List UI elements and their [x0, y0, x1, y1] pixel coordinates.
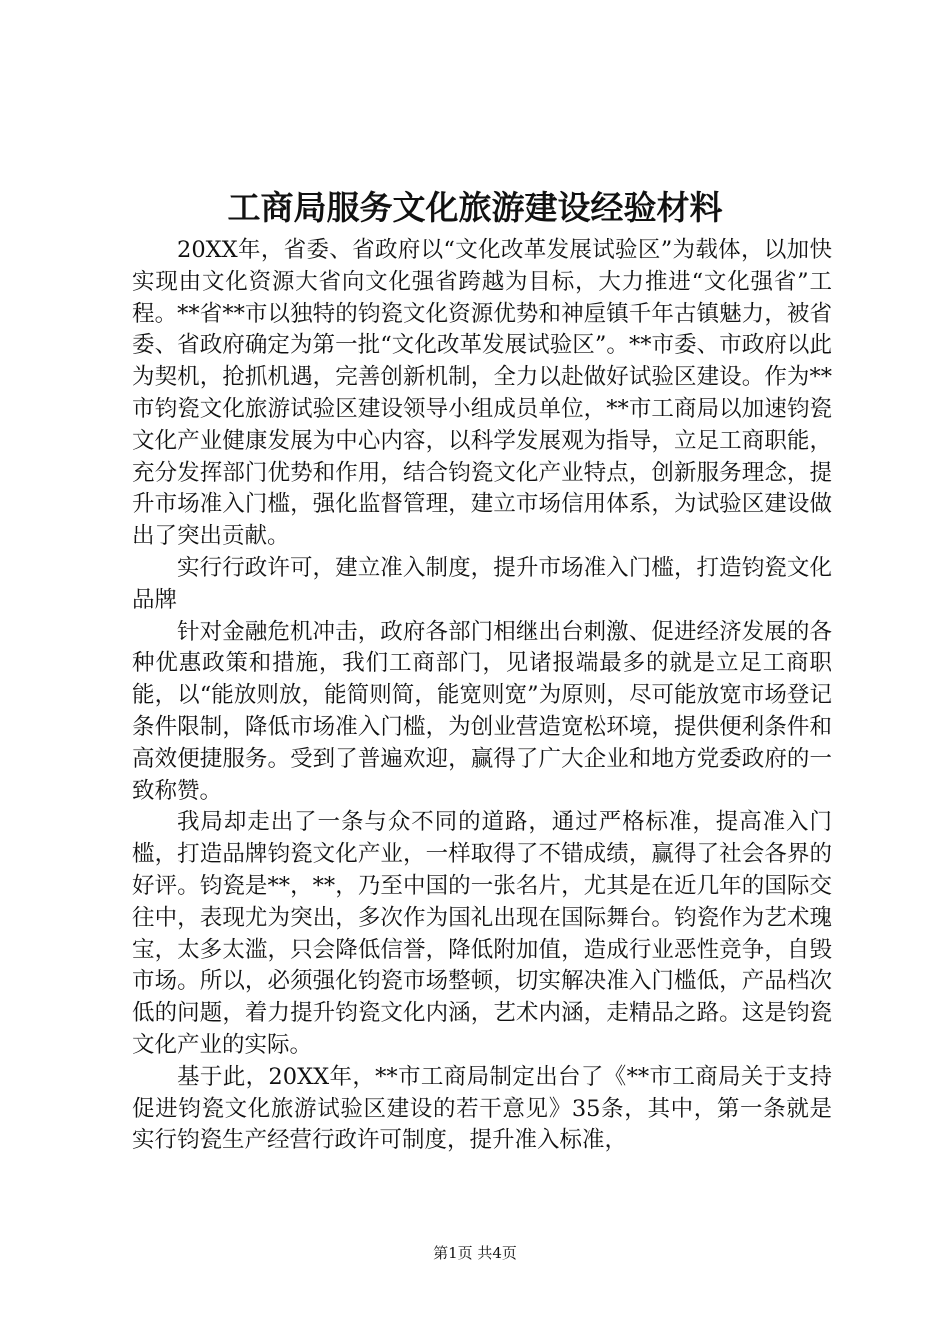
- page-number-footer: 第1页 共4页: [433, 1244, 517, 1262]
- paragraph-heading-licensing: 实行行政许可，建立准入制度，提升市场准入门槛，打造钧瓷文化品牌: [132, 554, 832, 613]
- document-body: [132, 235, 832, 1157]
- document-title: 工商局服务文化旅游建设经验材料: [227, 188, 723, 227]
- paragraph-policy-measures: 基于此，20XX年，**市工商局制定出台了《**市工商局关于支持促进钧瓷文化旅游试验区建设的若干意见》35条，其中，第一条就是实行钧瓷生产经营行政许可制度，提升准入标准，: [132, 1063, 832, 1154]
- paragraph-different-path: 我局却走出了一条与众不同的道路，通过严格标准，提高准入门槛，打造品牌钧瓷文化产业，一样取得了不错成绩，赢得了社会各界的好评。钧瓷是**，**，乃至中国的一张名片，尤其是在近几年的国际交往中，表现尤为突出，多次作为国礼出现在国际舞台。钧瓷作为艺术瑰宝，太多太滥，只会降低信誉，降低附加值，造成行业恶性竞争，自毁市场。所以，必须强化钧瓷市场整顿，切实解决准入门槛低，产品档次低的问题，着力提升钧瓷文化内涵，艺术内涵，走精品之路。这是钧瓷文化产业的实际。: [132, 809, 832, 1058]
- paragraph-financial-crisis: 针对金融危机冲击，政府各部门相继出台刺激、促进经济发展的各种优惠政策和措施，我们工商部门，见诸报端最多的就是立足工商职能，以“能放则放，能简则简，能宽则宽”为原则，尽可能放宽市场登记条件限制，降低市场准入门槛，为创业营造宽松环境，提供便利条件和高效便捷服务。受到了普遍欢迎，赢得了广大企业和地方党委政府的一致称赞。: [132, 618, 832, 804]
- paragraph-intro: 20XX年，省委、省政府以“文化改革发展试验区”为载体，以加快实现由文化资源大省向文化强省跨越为目标，大力推进“文化强省”工程。**省**市以独特的钧瓷文化资源优势和神垕镇千年古镇魅力，被省委、省政府确定为第一批“文化改革发展试验区”。**市委、市政府以此为契机，抢抓机遇，完善创新机制，全力以赴做好试验区建设。作为**市钧瓷文化旅游试验区建设领导小组成员单位，**市工商局以加速钧瓷文化产业健康发展为中心内容，以科学发展观为指导，立足工商职能，充分发挥部门优势和作用，结合钧瓷文化产业特点，创新服务理念，提升市场准入门槛，强化监督管理，建立市场信用体系，为试验区建设做出了突出贡献。: [132, 237, 832, 550]
